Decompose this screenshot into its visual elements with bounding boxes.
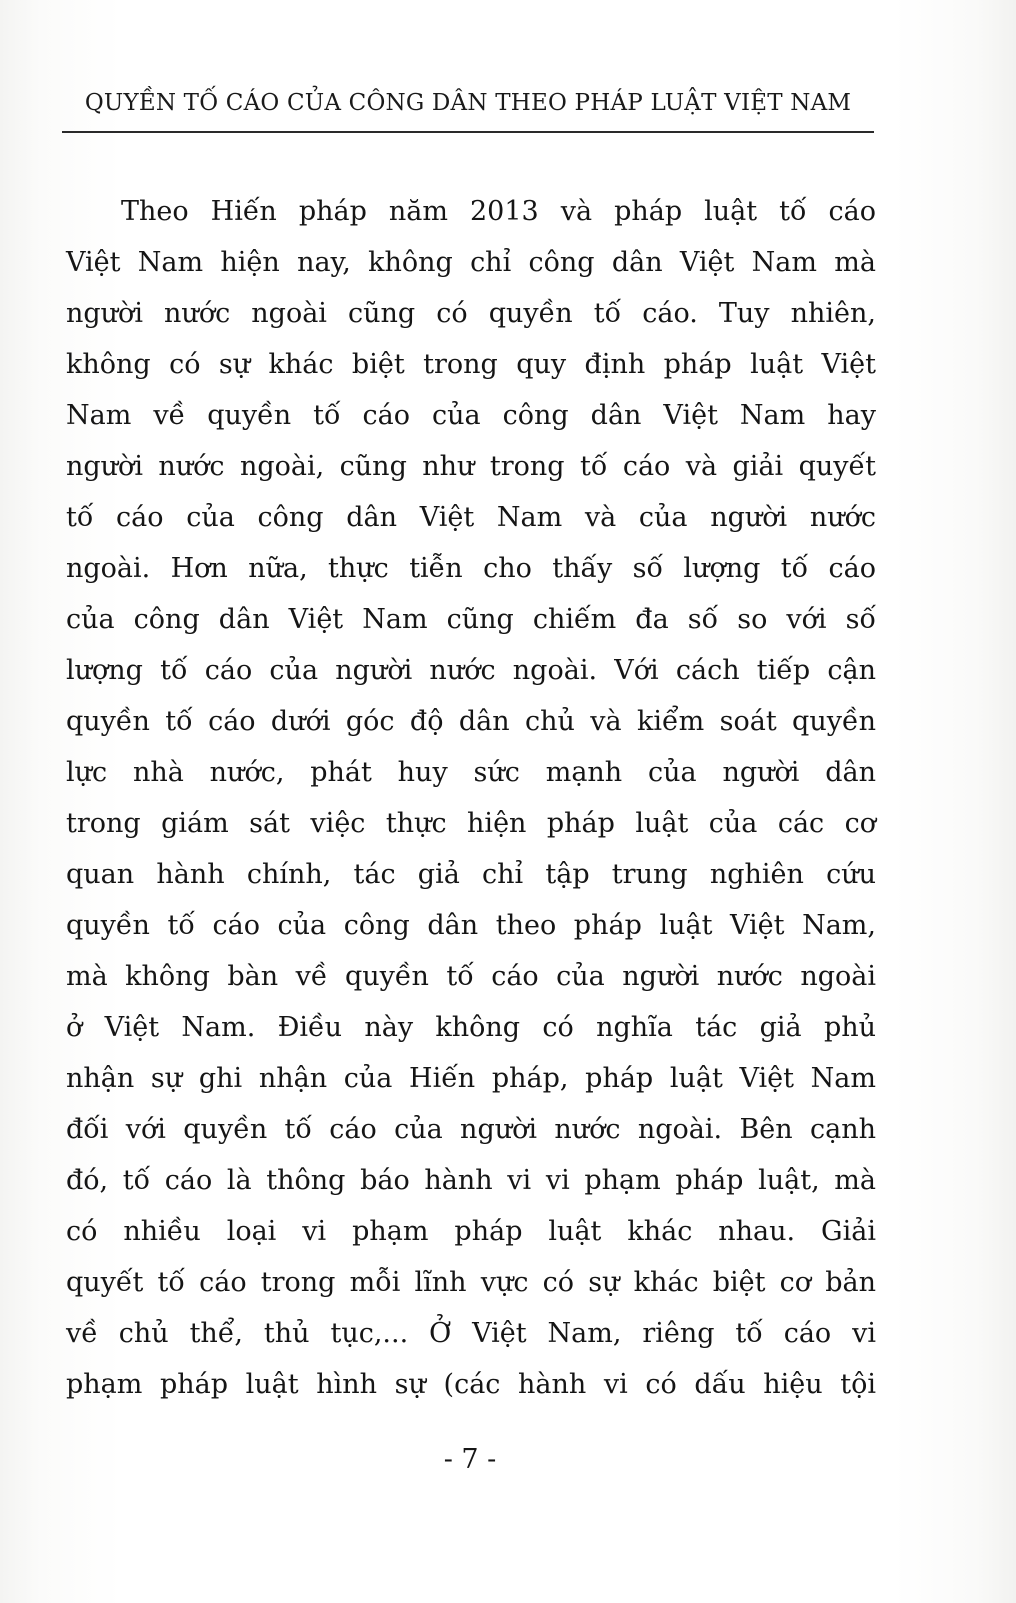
running-header: QUYỀN TỐ CÁO CỦA CÔNG DÂN THEO PHÁP LUẬT VIỆT NAM (84, 90, 852, 116)
text-line: quyền tố cáo dưới góc độ dân chủ và kiểm soát quyền (66, 706, 876, 737)
text-line: trong giám sát việc thực hiện pháp luật của các cơ (66, 808, 876, 839)
header-rule (62, 131, 874, 133)
body-paragraph (66, 186, 876, 1410)
text-line: người nước ngoài, cũng như trong tố cáo và giải quyết (66, 451, 876, 482)
text-line: nhận sự ghi nhận của Hiến pháp, pháp luật Việt Nam (66, 1063, 876, 1094)
text-line: lượng tố cáo của người nước ngoài. Với cách tiếp cận (66, 655, 876, 686)
page-number: - 7 - (443, 1444, 497, 1475)
text-line: có nhiều loại vi phạm pháp luật khác nhau. Giải (66, 1216, 876, 1247)
text-line: đối với quyền tố cáo của người nước ngoài. Bên cạnh (66, 1114, 876, 1145)
text-line: của công dân Việt Nam cũng chiếm đa số so với số (66, 604, 876, 635)
text-line: tố cáo của công dân Việt Nam và của người nước (66, 502, 876, 533)
text-line: Việt Nam hiện nay, không chỉ công dân Việt Nam mà (66, 247, 876, 278)
text-line: phạm pháp luật hình sự (các hành vi có dấu hiệu tội (66, 1369, 876, 1400)
text-line: Theo Hiến pháp năm 2013 và pháp luật tố cáo (121, 196, 876, 227)
text-line: Nam về quyền tố cáo của công dân Việt Nam hay (66, 400, 876, 431)
text-line: người nước ngoài cũng có quyền tố cáo. Tuy nhiên, (66, 298, 876, 329)
text-line: không có sự khác biệt trong quy định pháp luật Việt (66, 349, 876, 380)
text-line: ở Việt Nam. Điều này không có nghĩa tác giả phủ (66, 1012, 876, 1043)
text-line: đó, tố cáo là thông báo hành vi vi phạm pháp luật, mà (66, 1165, 876, 1196)
text-line: quyền tố cáo của công dân theo pháp luật Việt Nam, (66, 910, 876, 941)
text-line: mà không bàn về quyền tố cáo của người nước ngoài (66, 961, 876, 992)
text-line: quan hành chính, tác giả chỉ tập trung nghiên cứu (66, 859, 876, 890)
text-line: lực nhà nước, phát huy sức mạnh của người dân (66, 757, 876, 788)
text-line: quyết tố cáo trong mỗi lĩnh vực có sự khác biệt cơ bản (66, 1267, 876, 1298)
text-line: về chủ thể, thủ tục,... Ở Việt Nam, riêng tố cáo vi (66, 1318, 876, 1349)
text-line: ngoài. Hơn nữa, thực tiễn cho thấy số lượng tố cáo (66, 553, 876, 584)
